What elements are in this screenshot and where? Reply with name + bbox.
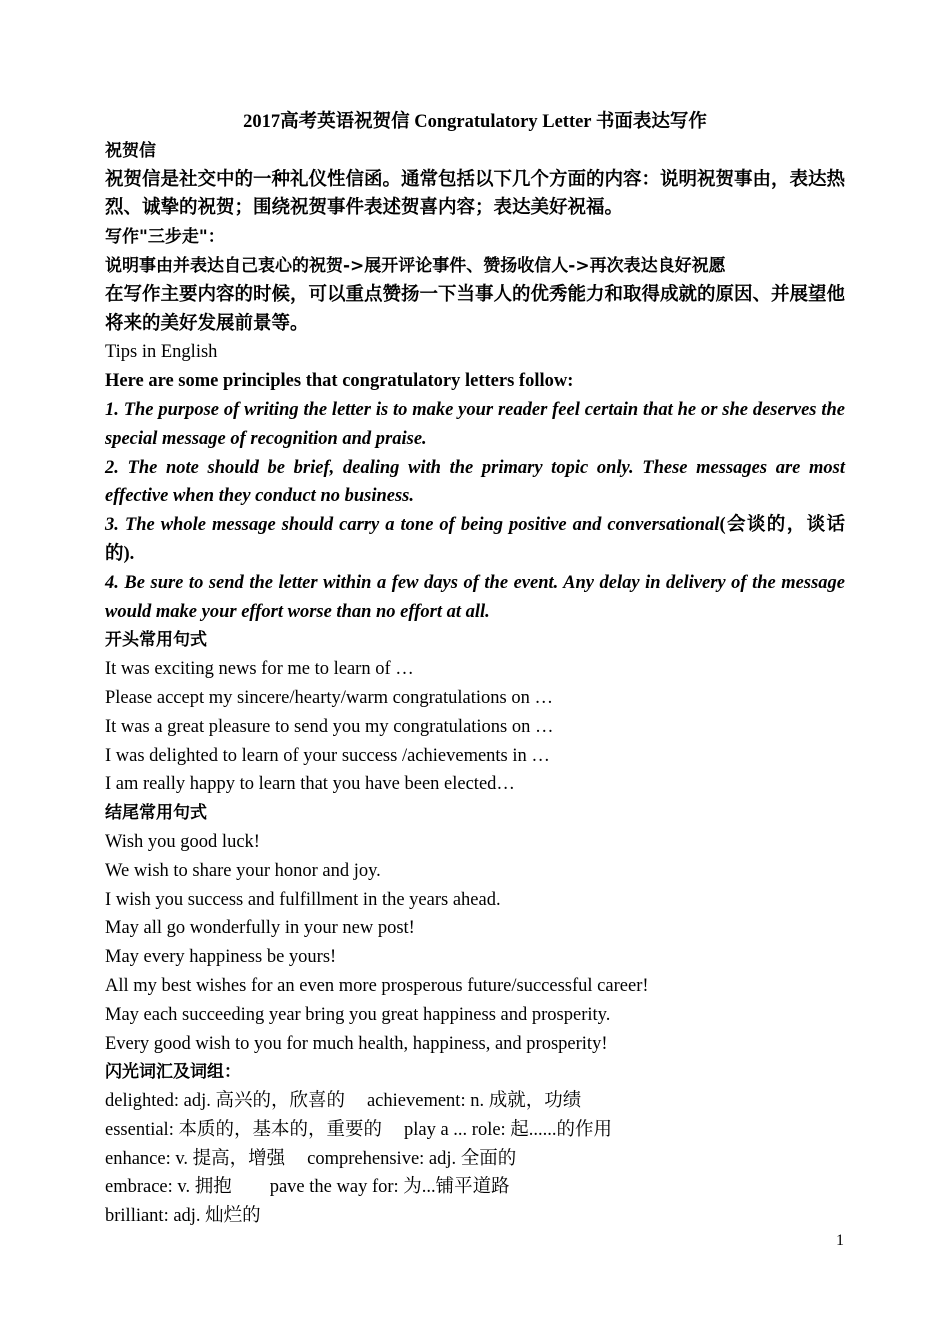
vocab-entry: essential: 本质的，基本的，重要的: [105, 1119, 382, 1140]
vocab-entry: embrace: v. 拥抱: [105, 1177, 232, 1198]
closing-sentences-list: [105, 828, 845, 1058]
principle-3-gloss: (会谈的，谈话的).: [105, 515, 845, 564]
list-item: I was delighted to learn of your success /achievements in …: [105, 745, 550, 766]
list-item: Please accept my sincere/hearty/warm congratulations on …: [105, 687, 553, 708]
writing-tip-paragraph: 在写作主要内容的时候，可以重点赞扬一下当事人的优秀能力和取得成就的原因、并展望他将来的美好发展前景等。: [105, 283, 846, 334]
list-item: May each succeeding year bring you great happiness and prosperity.: [105, 1004, 611, 1025]
tips-label: Tips in English: [105, 342, 218, 363]
principle-1: 1. The purpose of writing the letter is to make your reader feel certain that he or she deserves the special message of recognition and praise.: [105, 399, 845, 449]
vocab-row: [105, 1087, 845, 1116]
list-item: I wish you success and fulfillment in the years ahead.: [105, 889, 501, 910]
list-item: It was exciting news for me to learn of …: [105, 659, 414, 680]
document-title: 2017高考英语祝贺信 Congratulatory Letter 书面表达写作: [243, 112, 707, 132]
principle-3-main: 3. The whole message should carry a tone of being positive and conversational: [105, 515, 720, 536]
document-body: [105, 108, 845, 1231]
list-item: May every happiness be yours!: [105, 947, 337, 968]
vocab-row: [105, 1145, 845, 1174]
list-item: All my best wishes for an even more prosperous future/successful career!: [105, 975, 649, 996]
principle-2: 2. The note should be brief, dealing with the primary topic only. These messages are most effective when they conduct no business.: [105, 457, 845, 507]
vocab-entry: pave the way for: 为...铺平道路: [269, 1177, 510, 1198]
page-number: 1: [836, 1232, 844, 1249]
principles-heading: Here are some principles that congratulatory letters follow:: [105, 371, 574, 392]
list-item: We wish to share your honor and joy.: [105, 860, 381, 881]
list-item: Wish you good luck!: [105, 831, 260, 852]
intro-paragraph: 祝贺信是社交中的一种礼仪性信函。通常包括以下几个方面的内容：说明祝贺事由，表达热烈、诚挚的祝贺；围绕祝贺事件表述贺喜内容；表达美好祝福。: [105, 168, 846, 219]
list-item: Every good wish to you for much health, happiness, and prosperity!: [105, 1033, 608, 1054]
opening-sentences-list: [105, 655, 845, 799]
vocab-row: [105, 1173, 845, 1202]
vocab-entry: achievement: n. 成就，功绩: [366, 1091, 582, 1112]
steps-heading: 写作"三步走"：: [105, 227, 225, 248]
vocab-entry: comprehensive: adj. 全面的: [307, 1148, 517, 1169]
section-heading-congratulatory-letter: 祝贺信: [105, 140, 156, 161]
list-item: May all go wonderfully in your new post!: [105, 918, 415, 939]
vocab-row: [105, 1202, 845, 1231]
steps-line: 说明事由并表达自己衷心的祝贺->展开评论事件、赞扬收信人->再次表达良好祝愿: [105, 255, 726, 276]
vocab-list: [105, 1087, 845, 1231]
principle-4: 4. Be sure to send the letter within a few days of the event. Any delay in delivery of the message would make your effort worse than no effort at all.: [105, 572, 845, 622]
closing-heading: 结尾常用句式: [105, 803, 207, 824]
vocab-entry: delighted: adj. 高兴的，欣喜的: [105, 1091, 345, 1112]
vocab-entry: brilliant: adj. 灿烂的: [105, 1206, 261, 1227]
vocab-entry: enhance: v. 提高，增强: [105, 1148, 286, 1169]
vocab-entry: play a ... role: 起......的作用: [403, 1119, 613, 1140]
vocab-row: [105, 1116, 845, 1145]
list-item: It was a great pleasure to send you my congratulations on …: [105, 716, 554, 737]
opening-heading: 开头常用句式: [105, 630, 207, 651]
vocab-heading: 闪光词汇及词组：: [105, 1062, 241, 1083]
list-item: I am really happy to learn that you have been elected…: [105, 774, 515, 795]
principle-3: [105, 511, 845, 569]
